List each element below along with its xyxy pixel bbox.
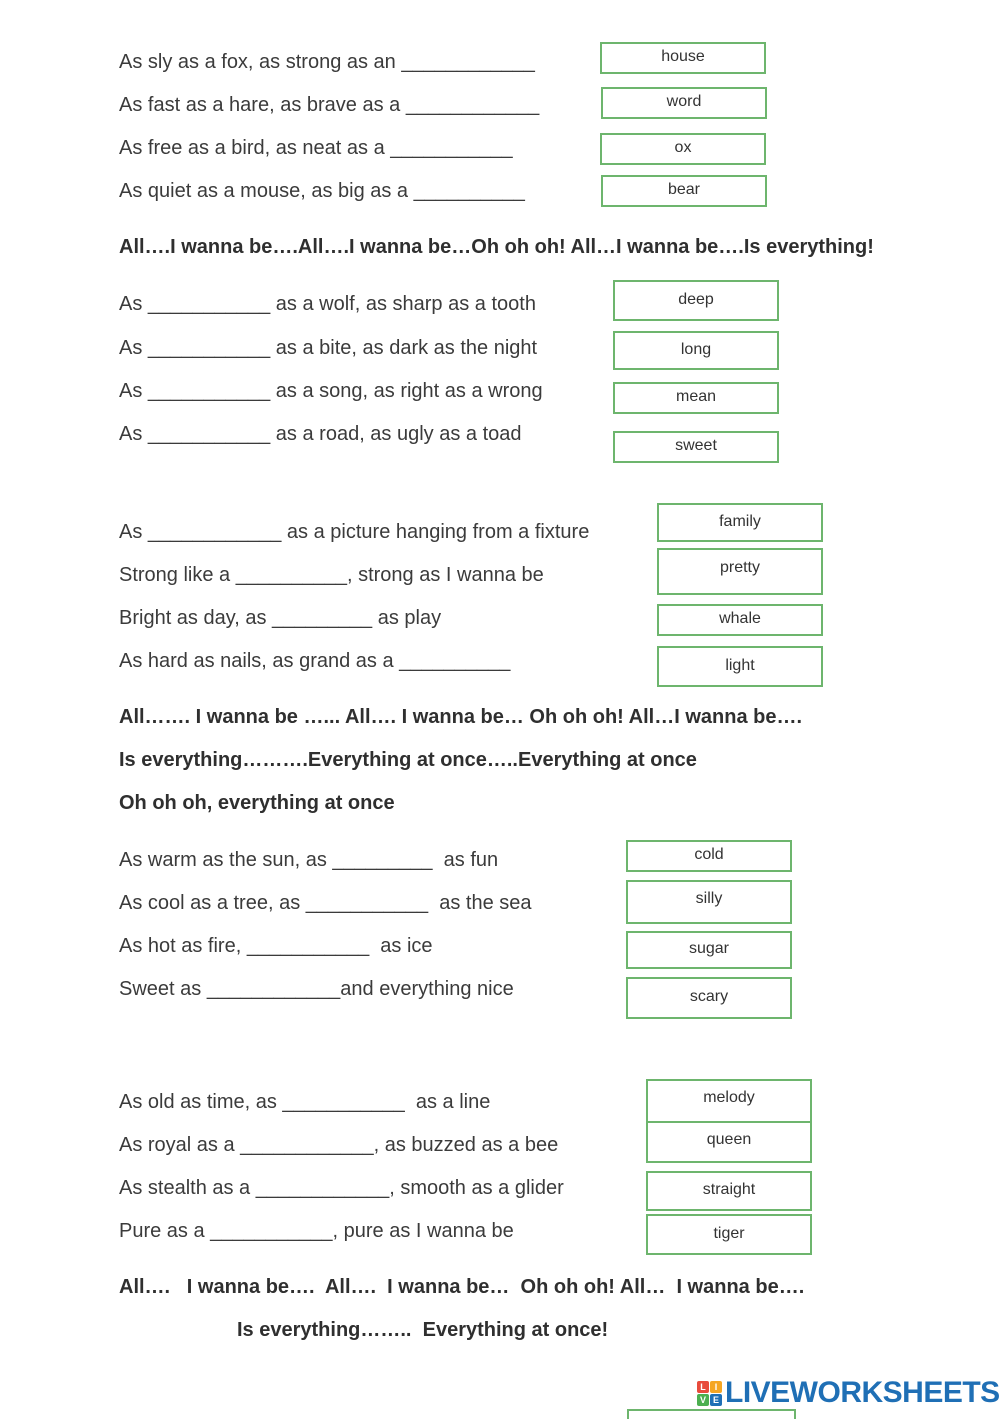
lyric-line: Bright as day, as _________ as play (119, 607, 442, 629)
lyric-line: As ___________ as a song, as right as a wrong (119, 380, 543, 402)
chorus-line: All…. I wanna be…. All…. I wanna be… Oh oh oh! All… I wanna be…. (119, 1276, 805, 1298)
word-box[interactable]: light (657, 646, 823, 687)
chorus-line: Oh oh oh, everything at once (119, 792, 395, 814)
lyric-line: As hot as fire, ___________ as ice (119, 935, 433, 957)
word-box[interactable]: bear (601, 175, 767, 207)
chorus-line: Is everything…….. Everything at once! (237, 1319, 609, 1341)
lyric-line: As hard as nails, as grand as a __________ (119, 650, 511, 672)
word-box[interactable]: queen (646, 1121, 812, 1163)
lyric-line: As stealth as a ____________, smooth as a glider (119, 1177, 564, 1199)
word-box[interactable]: house (600, 42, 766, 74)
lyric-line: As fast as a hare, as brave as a ____________ (119, 94, 540, 116)
word-box[interactable]: cold (626, 840, 792, 872)
lyric-line: As cool as a tree, as ___________ as the sea (119, 892, 532, 914)
word-box[interactable]: sugar (626, 931, 792, 969)
lyric-line: As ____________ as a picture hanging from a fixture (119, 521, 590, 543)
chorus-line: All….I wanna be….All….I wanna be…Oh oh oh! All…I wanna be….Is everything! (119, 236, 874, 258)
lyric-line: As ___________ as a road, as ugly as a toad (119, 423, 522, 445)
word-box[interactable]: deep (613, 280, 779, 321)
lyric-line: As ___________ as a wolf, as sharp as a tooth (119, 293, 536, 315)
word-box[interactable]: pretty (657, 548, 823, 595)
chorus-line: All……. I wanna be …... All…. I wanna be… Oh oh oh! All…I wanna be…. (119, 706, 803, 728)
word-box[interactable]: long (613, 331, 779, 370)
lyric-line: Pure as a ___________, pure as I wanna be (119, 1220, 514, 1242)
chorus-line: Is everything……….Everything at once…..Everything at once (119, 749, 697, 771)
liveworksheets-logo-icon: L I V E (697, 1381, 722, 1406)
lyric-line: As royal as a ____________, as buzzed as a bee (119, 1134, 559, 1156)
word-box[interactable]: melody (646, 1079, 812, 1123)
lyric-line: As free as a bird, as neat as a ___________ (119, 137, 513, 159)
lyric-line: As ___________ as a bite, as dark as the night (119, 337, 538, 359)
word-box[interactable]: silly (626, 880, 792, 924)
word-box[interactable]: word (601, 87, 767, 119)
word-box[interactable]: scary (626, 977, 792, 1019)
liveworksheets-logo[interactable] (697, 1376, 1000, 1410)
word-box[interactable]: ox (600, 133, 766, 165)
lyric-line: As warm as the sun, as _________ as fun (119, 849, 499, 871)
word-box[interactable]: family (657, 503, 823, 542)
word-box[interactable]: straight (646, 1171, 812, 1211)
word-box[interactable]: mean (613, 382, 779, 414)
word-box[interactable]: sweet (613, 431, 779, 463)
lyric-line: Strong like a __________, strong as I wanna be (119, 564, 544, 586)
word-box-partial[interactable] (627, 1409, 796, 1419)
lyric-line: As quiet as a mouse, as big as a __________ (119, 180, 525, 202)
lyric-line: Sweet as ____________and everything nice (119, 978, 514, 1000)
word-box[interactable]: tiger (646, 1214, 812, 1255)
logo-text: LIVEWORKSHEETS (725, 1376, 1000, 1409)
word-box[interactable]: whale (657, 604, 823, 636)
lyric-line: As sly as a fox, as strong as an ____________ (119, 51, 535, 73)
lyric-line: As old as time, as ___________ as a line (119, 1091, 491, 1113)
